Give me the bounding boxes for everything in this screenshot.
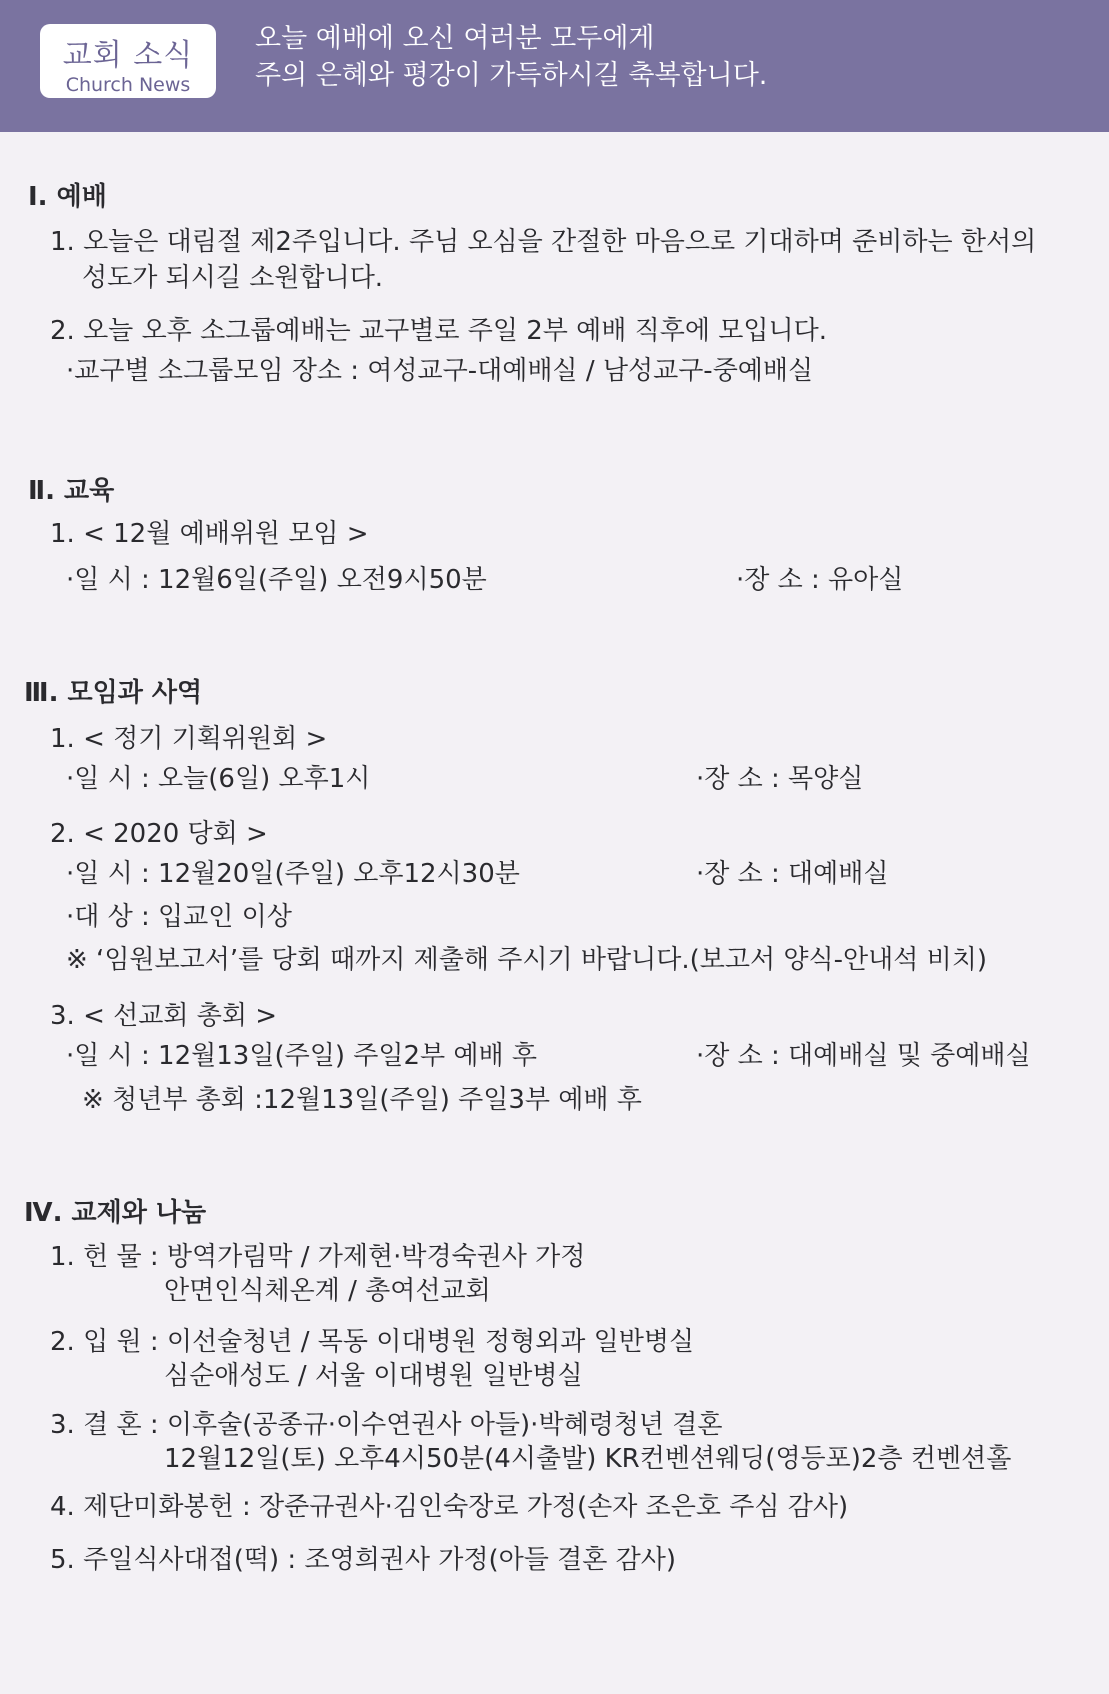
education-item-1: 1. < 12월 예배위원 모임 > <box>50 519 369 549</box>
meeting-item-2: 2. < 2020 당회 > <box>50 819 268 849</box>
worship-item-1-cont: 성도가 되시길 소원합니다. <box>82 263 384 293</box>
meeting-item-1-time: ·일 시 : 오늘(6일) 오후1시 <box>66 764 371 794</box>
fellowship-item-3-cont: 12월12일(토) 오후4시50분(4시출발) KR컨벤션웨딩(영등포)2층 컨벤션홀 <box>164 1444 1012 1474</box>
section-3-title: Ⅲ. 모임과 사역 <box>24 678 203 708</box>
fellowship-item-2-cont: 심순애성도 / 서울 이대병원 일반병실 <box>164 1361 583 1391</box>
badge-title-english: Church News <box>65 74 191 96</box>
fellowship-item-4: 4. 제단미화봉헌 : 장준규권사·김인숙장로 가정(손자 조은호 주심 감사) <box>50 1492 849 1522</box>
fellowship-item-3: 3. 결 혼 : 이후술(공종규·이수연권사 아들)·박혜령청년 결혼 <box>50 1410 723 1440</box>
section-2-title: Ⅱ. 교육 <box>28 476 115 506</box>
meeting-item-2-note: ※ ‘임원보고서’를 당회 때까지 제출해 주시기 바랍니다.(보고서 양식-안내석 비치) <box>66 945 987 975</box>
meeting-item-2-time: ·일 시 : 12월20일(주일) 오후12시30분 <box>66 859 520 889</box>
fellowship-item-2: 2. 입 원 : 이선술청년 / 목동 이대병원 정형외과 일반병실 <box>50 1327 695 1357</box>
section-4-title: Ⅳ. 교제와 나눔 <box>24 1198 207 1228</box>
section-1-title: Ⅰ. 예배 <box>28 182 107 212</box>
welcome-line-1: 오늘 예배에 오신 여러분 모두에게 <box>255 23 655 54</box>
meeting-item-2-target: ·대 상 : 입교인 이상 <box>66 902 292 932</box>
fellowship-item-1: 1. 헌 물 : 방역가림막 / 가제현·박경숙권사 가정 <box>50 1242 586 1272</box>
meeting-item-1: 1. < 정기 기획위원회 > <box>50 724 328 754</box>
meeting-item-2-place: ·장 소 : 대예배실 <box>696 859 889 889</box>
badge-title-korean: 교회 소식 <box>62 38 194 73</box>
meeting-item-3-note: ※ 청년부 총회 :12월13일(주일) 주일3부 예배 후 <box>82 1085 642 1115</box>
meeting-item-3: 3. < 선교회 총회 > <box>50 1001 278 1031</box>
worship-item-1: 1. 오늘은 대림절 제2주입니다. 주님 오심을 간절한 마음으로 기대하며 준비하는 한서의 <box>50 227 1037 257</box>
education-item-1-time: ·일 시 : 12월6일(주일) 오전9시50분 <box>66 565 487 595</box>
worship-item-2: 2. 오늘 오후 소그룹예배는 교구별로 주일 2부 예배 직후에 모입니다. <box>50 316 828 346</box>
fellowship-item-5: 5. 주일식사대접(떡) : 조영희권사 가정(아들 결혼 감사) <box>50 1545 677 1575</box>
welcome-line-2: 주의 은혜와 평강이 가득하시길 축복합니다. <box>255 60 768 91</box>
education-item-1-place: ·장 소 : 유아실 <box>736 565 904 595</box>
meeting-item-1-place: ·장 소 : 목양실 <box>696 764 864 794</box>
meeting-item-3-time: ·일 시 : 12월13일(주일) 주일2부 예배 후 <box>66 1041 538 1071</box>
worship-item-2-place: ·교구별 소그룹모임 장소 : 여성교구-대예배실 / 남성교구-중예배실 <box>66 356 814 386</box>
meeting-item-3-place: ·장 소 : 대예배실 및 중예배실 <box>696 1041 1031 1071</box>
fellowship-item-1-cont: 안면인식체온계 / 총여선교회 <box>164 1276 491 1306</box>
